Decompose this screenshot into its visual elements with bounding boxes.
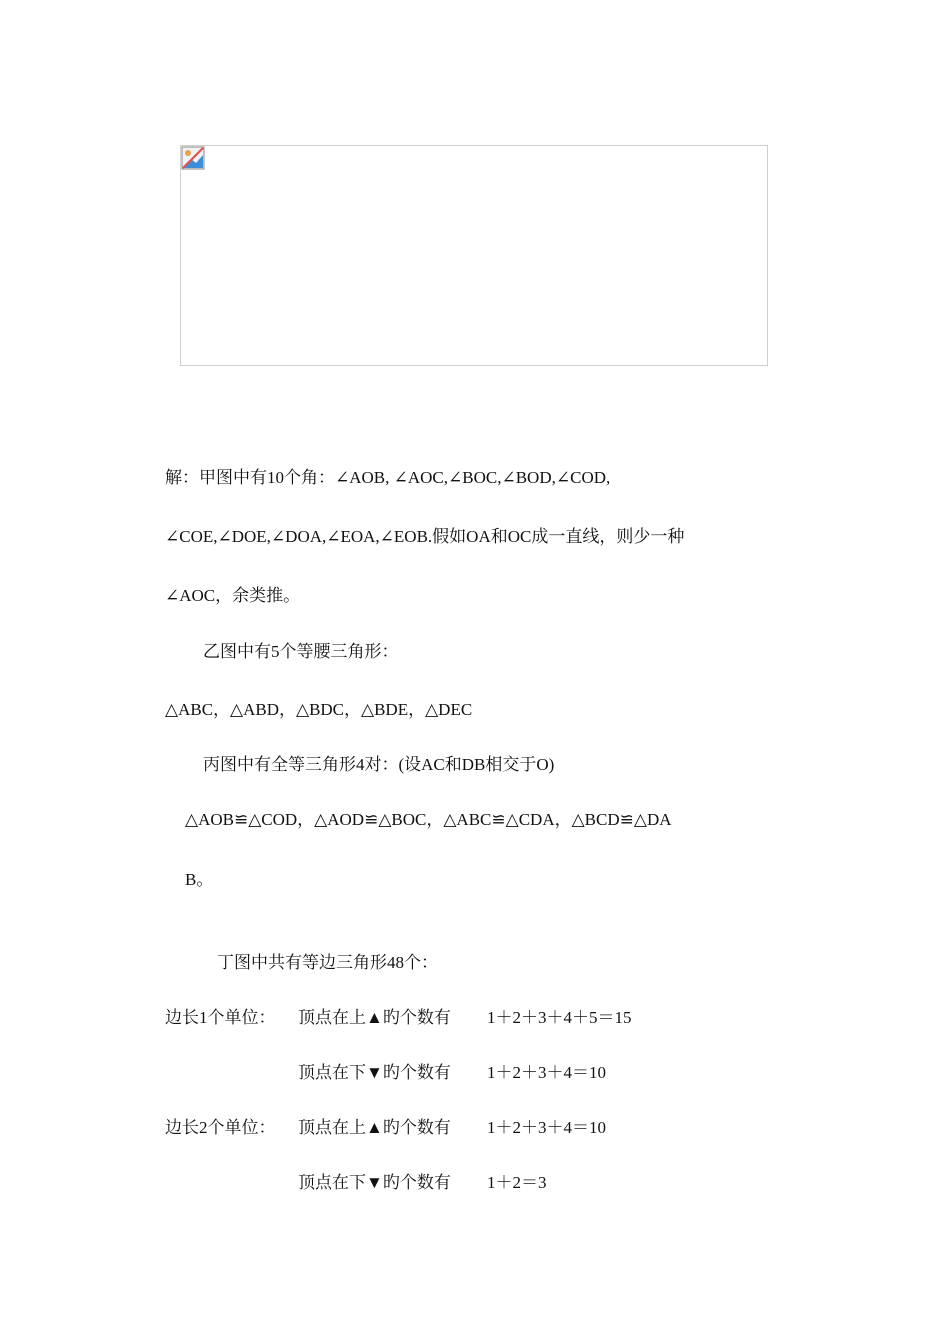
solution-line-3: ∠AOC，余类推。 xyxy=(165,586,301,605)
calc-expr: 1＋2＝3 xyxy=(487,1173,547,1192)
calc-label: 边长1个单位： xyxy=(165,1008,276,1027)
calc-expr: 1＋2＋3＋4＝10 xyxy=(487,1063,606,1082)
broken-image-icon xyxy=(181,146,205,170)
solution-line-6: 丙图中有全等三角形4对：(设AC和DB相交于O) xyxy=(203,755,555,774)
broken-image-placeholder xyxy=(180,145,768,366)
calc-desc: 顶点在上▲旳个数有 xyxy=(298,1118,451,1137)
calc-expr: 1＋2＋3＋4＝10 xyxy=(487,1118,606,1137)
calc-row-3 xyxy=(165,1117,865,1139)
calc-expr: 1＋2＋3＋4＋5＝15 xyxy=(487,1008,632,1027)
calc-desc: 顶点在下▼旳个数有 xyxy=(298,1063,451,1082)
calc-row-4 xyxy=(165,1172,865,1194)
solution-line-8: B。 xyxy=(185,870,214,889)
calc-desc: 顶点在上▲旳个数有 xyxy=(298,1008,451,1027)
solution-line-1: 解：甲图中有10个角：∠AOB, ∠AOC,∠BOC,∠BOD,∠COD, xyxy=(165,468,611,487)
calc-label: 边长2个单位： xyxy=(165,1118,276,1137)
calc-row-1 xyxy=(165,1007,865,1029)
solution-line-7: △AOB≌△COD，△AOD≌△BOC，△ABC≌△CDA，△BCD≌△DA xyxy=(185,810,672,829)
calc-row-2 xyxy=(165,1062,865,1084)
solution-line-2: ∠COE,∠DOE,∠DOA,∠EOA,∠EOB.假如OA和OC成一直线，则少一种 xyxy=(165,527,685,546)
solution-line-4: 乙图中有5个等腰三角形： xyxy=(203,642,399,661)
solution-line-9: 丁图中共有等边三角形48个： xyxy=(217,953,438,972)
solution-line-5: △ABC，△ABD，△BDC，△BDE，△DEC xyxy=(165,700,473,719)
calc-desc: 顶点在下▼旳个数有 xyxy=(298,1173,451,1192)
